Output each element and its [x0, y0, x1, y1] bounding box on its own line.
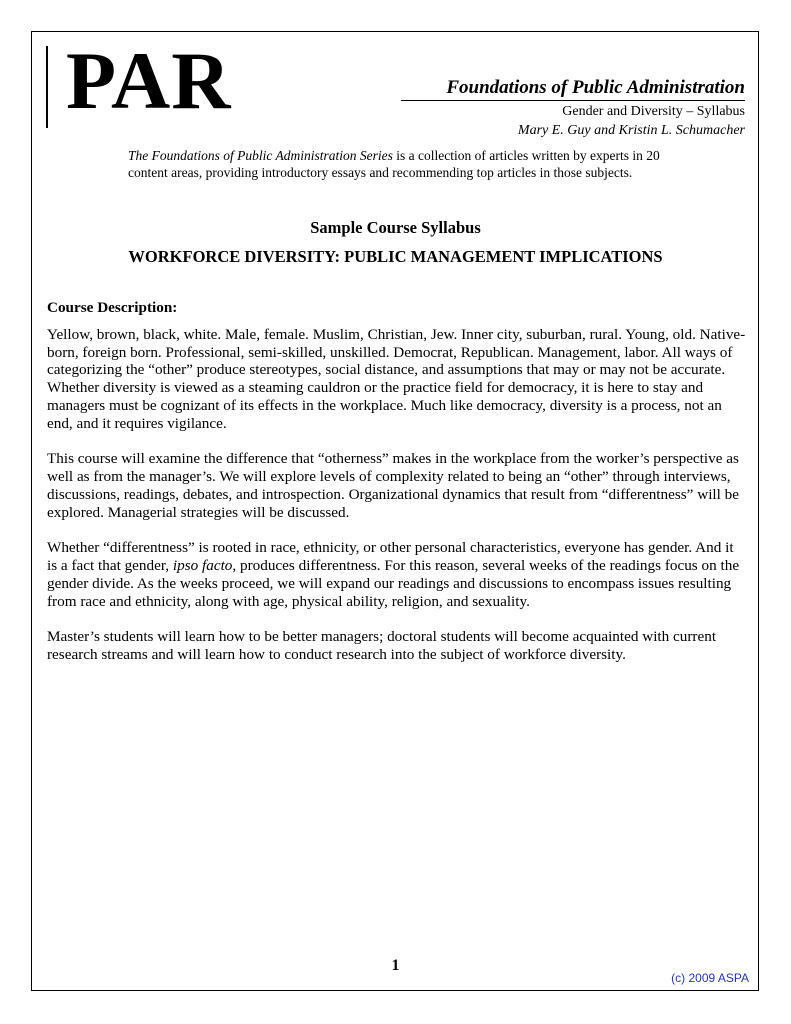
intro-text-line2: content areas, providing introductory essays and recommending top articles in those subjects.: [128, 165, 633, 180]
description-paragraph-1: Yellow, brown, black, white. Male, female. Muslim, Christian, Jew. Inner city, suburban, rural. Young, old. Native-born, foreign born. Professional, semi-skilled, unskilled. Democrat, Republican. Management, labor. All ways of categorizing the “other” produce stereotypes, social distance, and assumptions that may or may not be accurate. Whether diversity is viewed as a steaming cauldron or the practice field for democracy, it is here to stay and managers must be cognizant of its effects in the workplace. Much like democracy, diversity is a process, not an end, and it requires vigilance.: [47, 325, 746, 432]
description-paragraph-3: [47, 539, 747, 610]
series-header: [385, 76, 745, 140]
copyright-notice: (c) 2009 ASPA: [671, 971, 749, 985]
course-description: [47, 299, 747, 682]
series-title: Foundations of Public Administration: [446, 77, 745, 98]
paragraph-3-text-b: , produces differentness. For this reason, several weeks of the readings focus on the gender divide. As the weeks proceed, we will expand our readings and discussions to encompass issues resulting from race and ethnicity, along with age, physical ability, religion, and sexuality.: [47, 557, 740, 610]
page-number: 1: [391, 957, 400, 974]
header-left-rule: [46, 46, 48, 128]
section-heading: Course Description:: [47, 299, 178, 316]
syllabus-authors: Mary E. Guy and Kristin L. Schumacher: [517, 123, 745, 138]
syllabus-label: Sample Course Syllabus: [310, 218, 481, 237]
paragraph-3-italic: ipso facto: [172, 557, 233, 575]
description-paragraph-2: This course will examine the difference that “otherness” makes in the workplace from the worker’s perspective as well as from the manager’s. We will explore levels of complexity related to being an “other” through interviews, discussions, readings, debates, and introspection. Organizational dynamics that result from “differentness” will be explored. Managerial strategies will be discussed.: [47, 450, 739, 521]
paragraph-3-text-a: Whether “differentness” is rooted in race, ethnicity, or other personal characteristics, everyone has gender. And it is a fact that gender,: [47, 539, 734, 575]
description-paragraph-4: Master’s students will learn how to be better managers; doctoral students will become acquainted with current research streams and will learn how to conduct research into the subject of workforce diversity.: [47, 628, 717, 664]
syllabus-subject: Gender and Diversity – Syllabus: [562, 104, 745, 119]
series-name: The Foundations of Public Administration Series: [128, 148, 393, 163]
header-divider: [401, 100, 745, 101]
intro-text-line1: is a collection of articles written by experts in 20: [392, 148, 660, 163]
series-intro: [128, 147, 688, 181]
par-logo: PAR: [66, 35, 232, 126]
course-title: WORKFORCE DIVERSITY: PUBLIC MANAGEMENT IMPLICATIONS: [128, 247, 663, 266]
